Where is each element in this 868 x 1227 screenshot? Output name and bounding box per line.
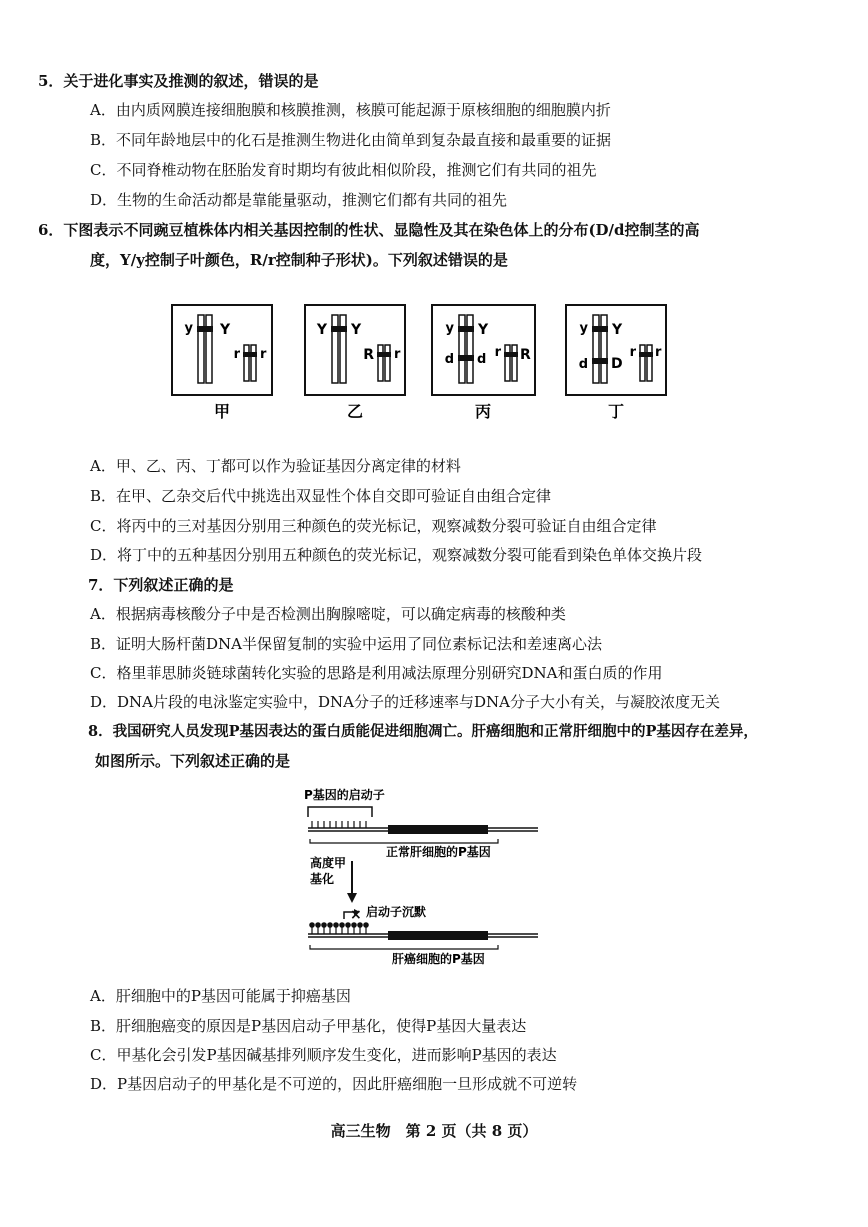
cancer-gene-body	[388, 931, 488, 940]
gene-label: r	[394, 347, 401, 362]
gene-label: y	[579, 321, 588, 336]
normal-gene-body	[388, 825, 488, 834]
cross-mark: ×	[350, 907, 362, 923]
q5-option-c: C．不同脊椎动物在胚胎发育时期均有彼此相似阶段，推测它们有共同的祖先	[90, 161, 597, 179]
gene-label: r	[260, 347, 267, 362]
q5-option-b: B．不同年龄地层中的化石是推测生物进化由简单到复杂最直接和最重要的证据	[90, 131, 612, 149]
q8-option-c: C．甲基化会引发P基因碱基排列顺序发生变化，进而影响P基因的表达	[90, 1046, 557, 1064]
gene-label: r	[494, 345, 501, 360]
q8-stem-line1: 8．我国研究人员发现P基因表达的蛋白质能促进细胞凋亡。肝癌细胞和正常肝细胞中的P基因存在差异，	[88, 723, 758, 740]
gene-label: d	[444, 352, 454, 367]
normal-gene-caption: 正常肝细胞的P基因	[386, 845, 491, 859]
gene-label: D	[611, 356, 623, 372]
promoter-ticks	[312, 821, 366, 828]
q6-option-d: D．将丁中的五种基因分别用五种颜色的荧光标记，观察减数分裂可能看到染色单体交换片段	[90, 546, 703, 564]
panel-bing	[432, 305, 535, 421]
q6-stem-line1: 6．下图表示不同豌豆植株体内相关基因控制的性状、显隐性及其在染色体上的分布(D/d控制茎的高	[38, 221, 700, 239]
gene-label: Y	[220, 322, 231, 338]
q7-option-a: A．根据病毒核酸分子中是否检测出胸腺嘧啶，可以确定病毒的核酸种类	[90, 605, 566, 623]
panel-ding	[566, 305, 666, 421]
methyl-groups	[310, 923, 368, 934]
q6-stem-line2: 度，Y/y控制子叶颜色，R/r控制种子形状)。下列叙述错误的是	[90, 251, 508, 269]
gene-label: d	[477, 352, 487, 367]
q7-option-b: B．证明大肠杆菌DNA半保留复制的实验中运用了同位素标记法和差速离心法	[90, 635, 603, 653]
gene-label: y	[445, 321, 454, 336]
q8-option-a: A．肝细胞中的P基因可能属于抑癌基因	[90, 987, 351, 1005]
panel-caption: 丁	[607, 402, 625, 421]
gene-label: r	[233, 347, 240, 362]
gene-label: R	[363, 347, 374, 363]
q8-option-b: B．肝细胞癌变的原因是P基因启动子甲基化，使得P基因大量表达	[90, 1017, 527, 1035]
gene-label: Y	[612, 322, 623, 338]
page-footer: 高三生物 第 2 页（共 8 页）	[330, 1122, 538, 1140]
methylation-label: 基化	[310, 872, 335, 886]
panel-jia	[172, 305, 272, 421]
q7-option-d: D．DNA片段的电泳鉴定实验中，DNA分子的迁移速率与DNA分子大小有关，与凝胶浓度无关	[90, 693, 720, 711]
q7-option-c: C．格里菲思肺炎链球菌转化实验的思路是利用减法原理分别研究DNA和蛋白质的作用	[90, 664, 663, 682]
q5-option-d: D．生物的生命活动都是靠能量驱动，推测它们都有共同的祖先	[90, 191, 508, 209]
q5-stem: 5．关于进化事实及推测的叙述，错误的是	[38, 72, 319, 90]
silencing-label: 启动子沉默	[366, 905, 427, 919]
gene-label: d	[578, 357, 588, 372]
gene-label: r	[655, 345, 662, 360]
gene-label: Y	[316, 322, 327, 338]
gene-label: Y	[351, 322, 362, 338]
q6-option-a: A．甲、乙、丙、丁都可以作为验证基因分离定律的材料	[90, 457, 461, 475]
gene-label: y	[184, 321, 193, 336]
q7-stem: 7．下列叙述正确的是	[88, 576, 234, 594]
promoter-label: P基因的启动子	[304, 788, 385, 802]
gene-label: R	[520, 347, 531, 363]
q6-option-b: B．在甲、乙杂交后代中挑选出双显性个体自交即可验证自由组合定律	[90, 487, 552, 505]
q8-option-d: D．P基因启动子的甲基化是不可逆的，因此肝癌细胞一旦形成就不可逆转	[90, 1075, 578, 1093]
chromosome-figure	[170, 300, 670, 425]
cancer-gene-caption: 肝癌细胞的P基因	[392, 952, 485, 966]
q8-stem-line2: 如图所示。下列叙述正确的是	[95, 752, 291, 770]
q6-option-c: C．将丙中的三对基因分别用三种颜色的荧光标记，观察减数分裂可验证自由组合定律	[90, 517, 657, 535]
panel-caption: 丙	[474, 402, 492, 421]
methylation-figure	[300, 783, 545, 971]
gene-label: r	[629, 345, 636, 360]
gene-label: Y	[478, 322, 489, 338]
q5-option-a: A．由内质网膜连接细胞膜和核膜推测，核膜可能起源于原核细胞的细胞膜内折	[90, 101, 611, 119]
panel-caption: 乙	[346, 402, 364, 421]
promoter-bracket	[308, 807, 372, 817]
panel-caption: 甲	[213, 402, 231, 421]
methylation-label: 高度甲	[310, 856, 347, 870]
panel-yi	[305, 305, 405, 421]
